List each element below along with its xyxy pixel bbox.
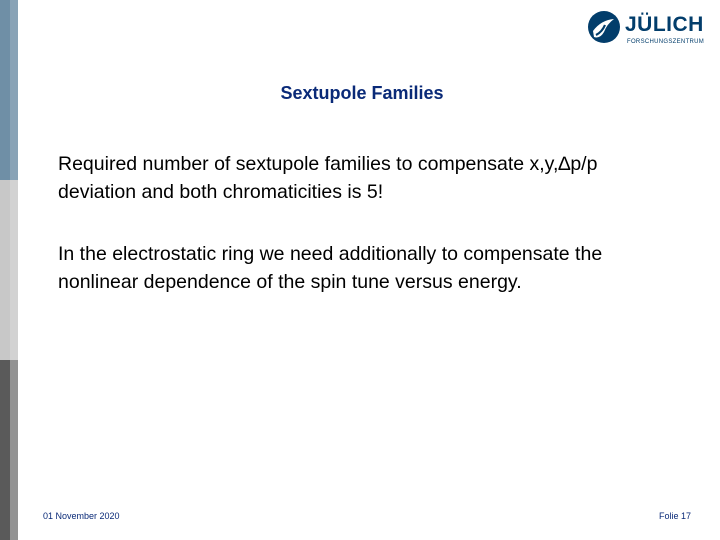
paragraph-electrostatic-ring: In the electrostatic ring we need additionally to compensate the nonlinear dependence of the spin tune versus energy. — [58, 243, 603, 293]
side-bar-middle — [0, 180, 18, 360]
footer-date: 01 November 2020 — [43, 511, 120, 521]
juelich-logo-icon — [587, 10, 621, 44]
juelich-logo — [587, 10, 712, 50]
side-bar-bottom — [0, 360, 18, 540]
slide-title: Sextupole Families — [280, 83, 444, 103]
paragraph-sextupole-families: Required number of sextupole families to compensate x,y,∆p/p deviation and both chromaticities is 5! — [58, 153, 598, 203]
logo-wordmark: JÜLICH — [625, 13, 704, 36]
footer-page-number: Folie 17 — [658, 511, 691, 521]
logo-subtitle: FORSCHUNGSZENTRUM — [627, 39, 705, 45]
